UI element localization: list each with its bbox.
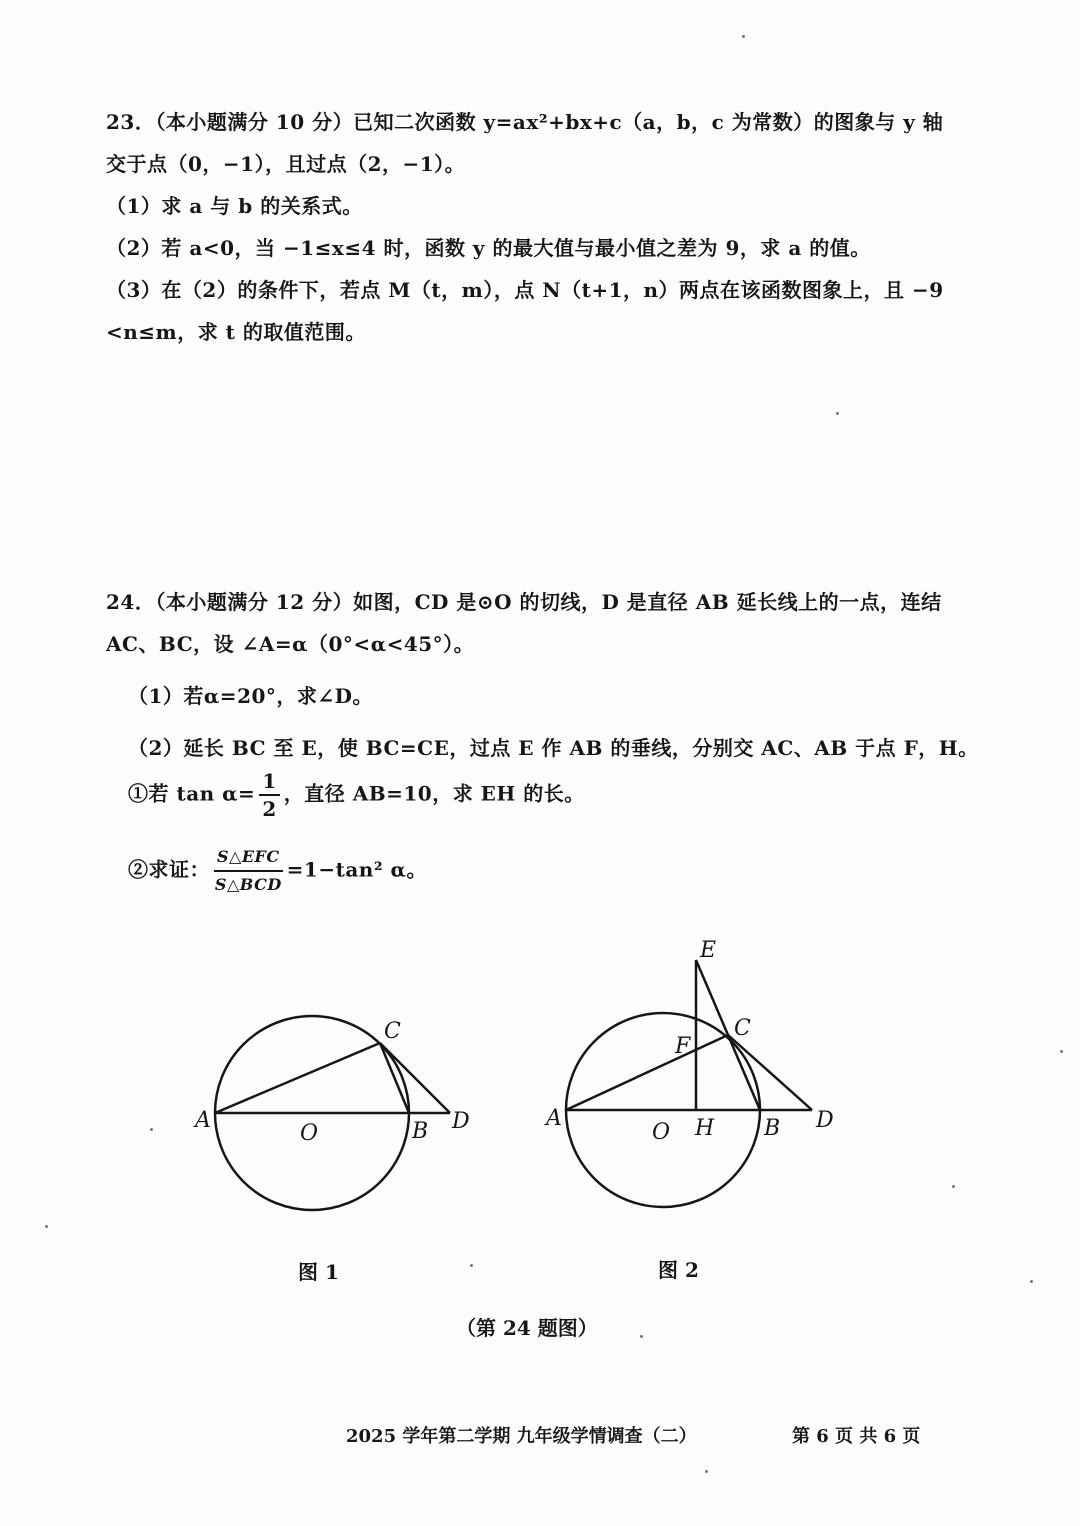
q23-part2: （2）若 a<0，当 −1≤x≤4 时，函数 y 的最大值与最小值之差为 9，求 a 的值。 (106, 236, 871, 260)
fig2-label-A: A (546, 1106, 562, 1131)
footer-exam-title: 2025 学年第二学期 九年级学情调查（二） (346, 1426, 697, 1447)
scan-speck (1030, 1280, 1033, 1283)
area-ratio-fraction (214, 844, 283, 898)
area-ratio-denominator: S△BCD (214, 875, 282, 894)
half-fraction (259, 768, 279, 822)
scan-speck (742, 35, 745, 38)
q23-line1: 23．（本小题满分 10 分）已知二次函数 y=ax²+bx+c（a，b，c 为常数）的图象与 y 轴 (106, 110, 944, 134)
fig2-label-C: C (734, 1016, 751, 1041)
fig1-segment-CD (380, 1043, 450, 1113)
figure-1-diagram (180, 990, 510, 1240)
fig2-segment-CD (728, 1035, 812, 1110)
fraction-denominator: 2 (262, 797, 277, 821)
scan-speck (640, 1335, 643, 1338)
fig2-label-D: D (816, 1108, 834, 1133)
figure-2-diagram (530, 935, 860, 1235)
fig1-segment-AC (215, 1043, 380, 1113)
q24-sub1 (128, 768, 585, 822)
q23-line2: 交于点（0，−1），且过点（2，−1）。 (106, 152, 466, 176)
q24-sub1-suffix: ，直径 AB=10，求 EH 的长。 (283, 781, 585, 806)
fig2-label-B: B (764, 1116, 781, 1141)
q23-part3-line2: <n≤m，求 t 的取值范围。 (106, 320, 366, 344)
scan-speck (45, 1225, 48, 1228)
figure-1-label: 图 1 (298, 1260, 339, 1284)
fig1-label-C: C (384, 1019, 401, 1044)
fig2-label-O: O (652, 1120, 671, 1145)
q24-part1: （1）若α=20°，求∠D。 (128, 684, 373, 708)
footer-page-number: 第 6 页 共 6 页 (792, 1426, 921, 1447)
fig1-label-D: D (452, 1109, 470, 1134)
q24-line2: AC、BC，设 ∠A=α（0°<α<45°）。 (106, 632, 475, 656)
q24-sub2-prefix: ②求证： (128, 857, 210, 882)
q24-sub2 (128, 844, 427, 898)
figure-2-label: 图 2 (658, 1258, 699, 1282)
area-ratio-numerator: S△EFC (214, 844, 283, 872)
fig1-label-O: O (300, 1121, 319, 1146)
scan-speck (150, 1128, 153, 1131)
q24-line1: 24．（本小题满分 12 分）如图，CD 是⊙O 的切线，D 是直径 AB 延长线上的一点，连结 (106, 590, 942, 614)
fig1-label-A: A (195, 1108, 211, 1133)
scan-speck (1060, 1050, 1063, 1053)
scan-speck (836, 412, 839, 415)
fig1-segment-BC (380, 1043, 409, 1113)
fig1-label-B: B (412, 1119, 429, 1144)
q24-sub2-suffix: =1−tan² α。 (286, 857, 427, 882)
q23-part3-line1: （3）在（2）的条件下，若点 M（t，m），点 N（t+1，n）两点在该函数图象上，且 −9 (106, 278, 944, 302)
fig2-label-F: F (675, 1034, 691, 1059)
fraction-numerator: 1 (259, 768, 279, 796)
q24-part2: （2）延长 BC 至 E，使 BC=CE，过点 E 作 AB 的垂线，分别交 AC、AB 于点 F，H。 (128, 736, 979, 760)
q23-part1: （1）求 a 与 b 的关系式。 (106, 194, 363, 218)
figure-caption: （第 24 题图） (456, 1316, 598, 1340)
fig2-label-E: E (700, 938, 717, 963)
fig2-label-H: H (695, 1116, 715, 1141)
q24-sub1-prefix: ①若 tan α= (128, 781, 256, 806)
scan-speck (952, 1185, 955, 1188)
scan-speck (470, 1264, 473, 1267)
scan-speck (705, 1470, 708, 1473)
